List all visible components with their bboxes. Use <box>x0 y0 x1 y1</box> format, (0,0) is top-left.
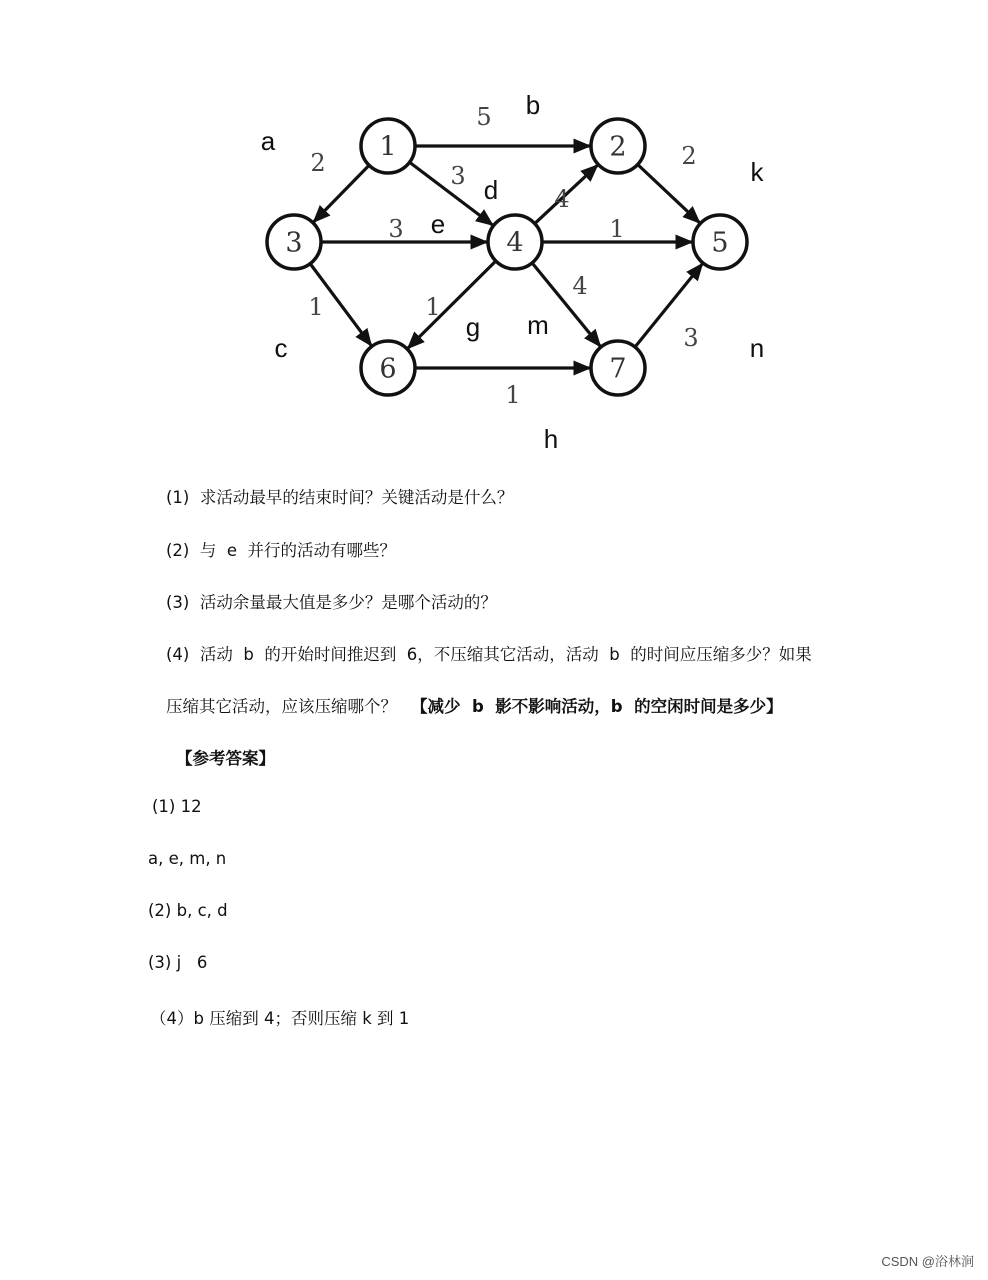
question-4-note: 【减少 b 影不影响活动，b 的空闲时间是多少】 <box>411 697 783 716</box>
node-label: 7 <box>609 353 627 385</box>
edge-weight-4-7: 4 <box>572 272 588 300</box>
activity-label-c: c <box>274 333 288 363</box>
edge-line <box>408 261 496 348</box>
activity-label-d: d <box>483 175 499 205</box>
node-1 <box>361 119 415 173</box>
watermark: CSDN @浴林涧 <box>881 1254 974 1269</box>
answer-2: (2) b, c, d <box>148 901 228 920</box>
activity-network-diagram <box>0 0 988 470</box>
answer-heading: 【参考答案】 <box>176 749 275 768</box>
node-3 <box>267 215 321 269</box>
question-3: (3) 活动余量最大值是多少？是哪个活动的？ <box>166 593 497 612</box>
node-label: 2 <box>609 131 627 163</box>
question-4-line-1: (4) 活动 b 的开始时间推迟到 6，不压缩其它活动，活动 b 的时间应压缩多少？如果 <box>166 645 812 664</box>
answer-1-activities: a, e, m, n <box>148 849 227 868</box>
question-4-line-2 <box>166 693 783 717</box>
question-4-text: 压缩其它活动，应该压缩哪个？ <box>166 697 397 716</box>
edge-weight-4-6: 1 <box>425 293 441 321</box>
edge-weight-1-3: 2 <box>310 149 326 177</box>
edge-4-6 <box>408 261 496 348</box>
edge-weight-4-2: 4 <box>554 185 570 213</box>
question-1: (1) 求活动最早的结束时间？关键活动是什么？ <box>166 488 514 507</box>
node-label: 3 <box>285 227 303 259</box>
activity-label-g: g <box>465 312 481 342</box>
activity-label-m: m <box>527 310 549 340</box>
node-7 <box>591 341 645 395</box>
node-5 <box>693 215 747 269</box>
activity-label-a: a <box>260 126 276 156</box>
activity-label-h: h <box>543 424 559 454</box>
edge-2-5 <box>638 165 700 223</box>
question-2: (2) 与 e 并行的活动有哪些？ <box>166 541 396 560</box>
node-label: 6 <box>379 353 397 385</box>
edge-weight-3-6: 1 <box>308 293 324 321</box>
edge-weight-7-5: 3 <box>683 324 699 352</box>
edge-weight-1-4: 3 <box>450 162 466 190</box>
answer-1: (1) 12 <box>152 797 202 816</box>
node-label: 5 <box>711 227 729 259</box>
edge-weight-1-2: 5 <box>476 103 492 131</box>
edge-line <box>638 165 700 223</box>
edge-weight-3-4: 3 <box>388 215 404 243</box>
activity-label-n: n <box>749 333 765 363</box>
answer-3: (3) j 6 <box>148 953 208 972</box>
node-label: 4 <box>506 227 524 259</box>
activity-label-k: k <box>750 157 764 187</box>
node-4 <box>488 215 542 269</box>
edge-weight-6-7: 1 <box>505 381 521 409</box>
edge-weight-2-5: 2 <box>681 142 697 170</box>
answer-4: （4）b 压缩到 4；否则压缩 k 到 1 <box>150 1009 410 1028</box>
activity-label-b: b <box>525 90 541 120</box>
activity-label-e: e <box>430 209 446 239</box>
node-6 <box>361 341 415 395</box>
node-2 <box>591 119 645 173</box>
edge-weight-4-5: 1 <box>609 215 625 243</box>
node-label: 1 <box>379 131 397 163</box>
